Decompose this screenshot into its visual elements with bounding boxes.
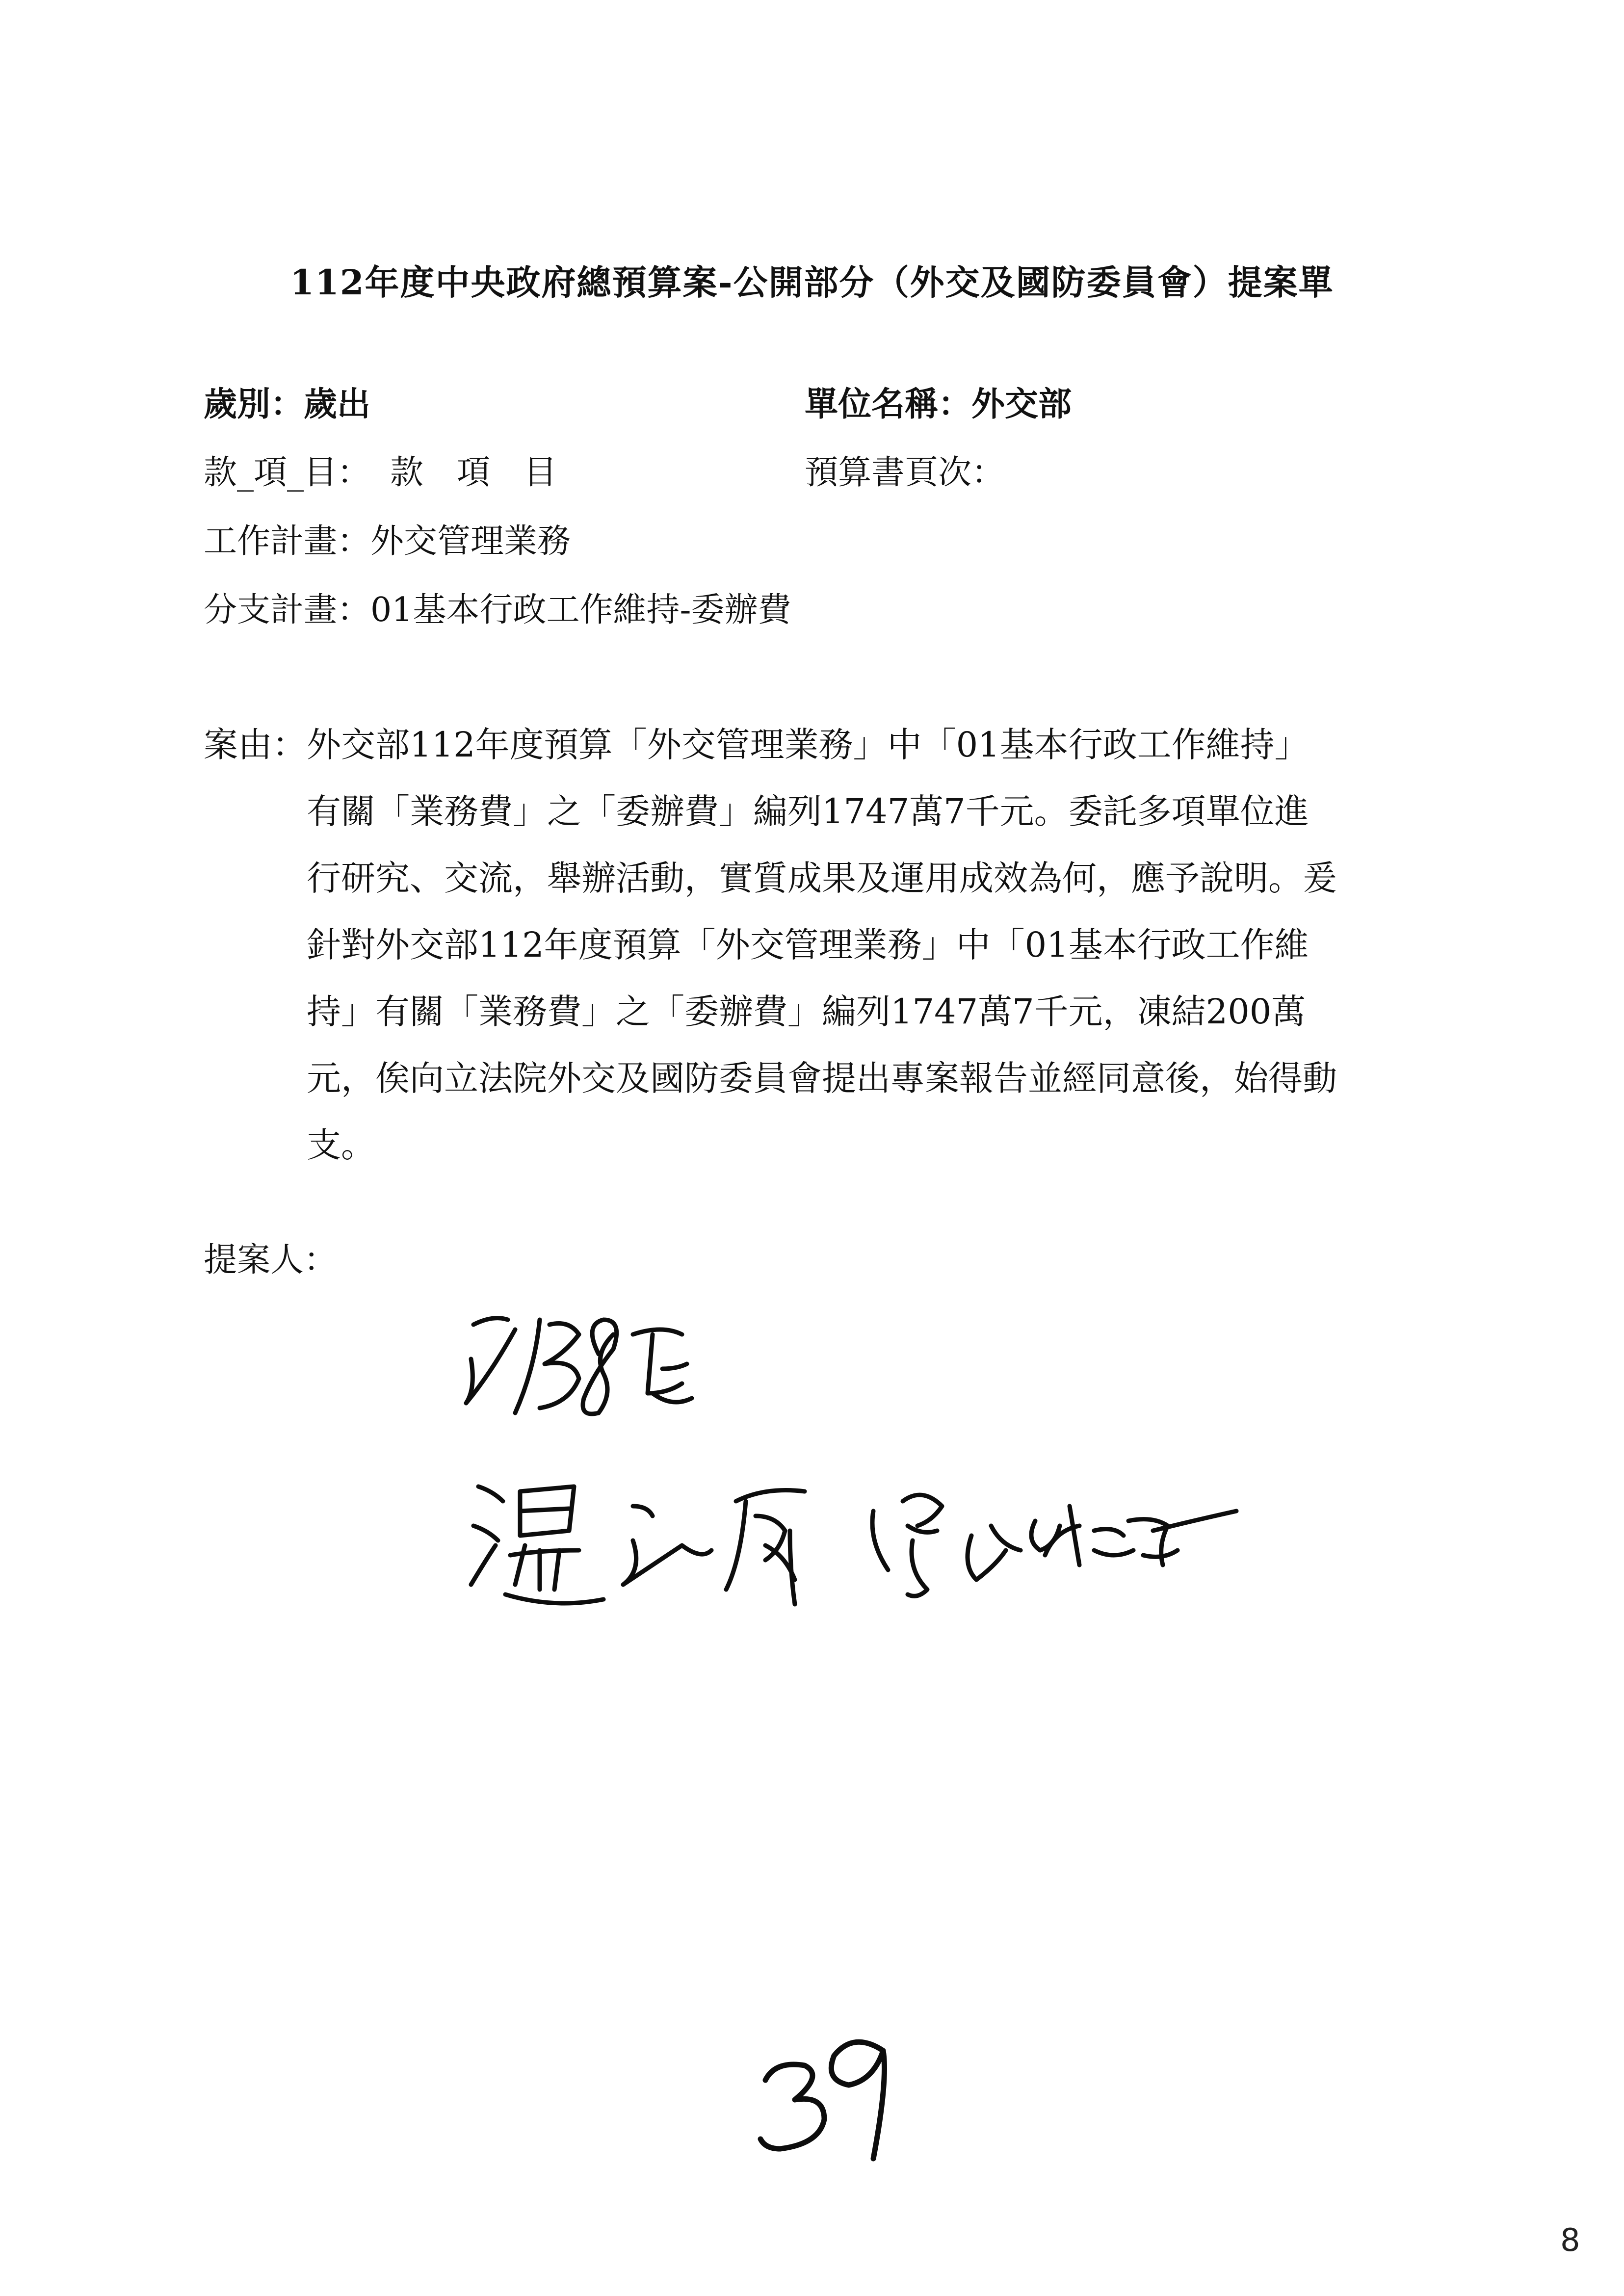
case-label: 案由： [204, 725, 307, 765]
plan-label: 工作計畫： [204, 522, 371, 561]
year-label: 歲別： [204, 385, 304, 424]
case-line: 持」有關「業務費」之「委辦費」編列1747萬7千元，凍結200萬 [307, 991, 1306, 1032]
case-line: 針對外交部112年度預算「外交管理業務」中「01基本行政工作維 [307, 925, 1309, 965]
case-line: 元，俟向立法院外交及國防委員會提出專案報告並經同意後，始得動 [307, 1058, 1337, 1098]
subplan-label: 分支計畫： [204, 591, 371, 629]
signature-3 [872, 1495, 1236, 1596]
signature-2 [471, 1487, 805, 1604]
handwritten-page-number-39 [751, 2021, 908, 2164]
page-ref-field [805, 453, 1005, 492]
case-line: 行研究、交流，舉辦活動，實質成果及運用成效為何，應予說明。爰 [307, 858, 1337, 898]
plan-value: 外交管理業務 [370, 522, 571, 561]
page-ref-label: 預算書頁次： [805, 453, 1005, 492]
case-body [204, 711, 1460, 1178]
case-line: 有關「業務費」之「委辦費」編列1747萬7千元。委託多項單位進 [307, 791, 1309, 832]
case-line: 支。 [307, 1125, 375, 1165]
proposer-label: 提案人： [204, 1241, 338, 1279]
case-section [204, 711, 1460, 1178]
corner-mark: 8 [1560, 2222, 1580, 2259]
item-label: 款_項_目： [204, 453, 371, 492]
page-title: 112年度中央政府總預算案-公開部分（外交及國防委員會）提案單 [290, 262, 1334, 303]
subplan-value: 01基本行政工作維持-委辦費 [370, 591, 791, 629]
plan-field [204, 522, 571, 561]
unit-value: 外交部 [971, 385, 1072, 424]
case-line: 外交部112年度預算「外交管理業務」中「01基本行政工作維持」 [307, 725, 1309, 765]
year-value: 歲出 [304, 385, 371, 424]
item-field [204, 453, 557, 492]
unit-label: 單位名稱： [805, 385, 972, 424]
subplan-field [204, 591, 791, 629]
year-field [204, 385, 371, 424]
item-value: 款 項 目 [390, 453, 557, 492]
unit-field [805, 385, 1072, 424]
signature-1 [466, 1318, 692, 1414]
